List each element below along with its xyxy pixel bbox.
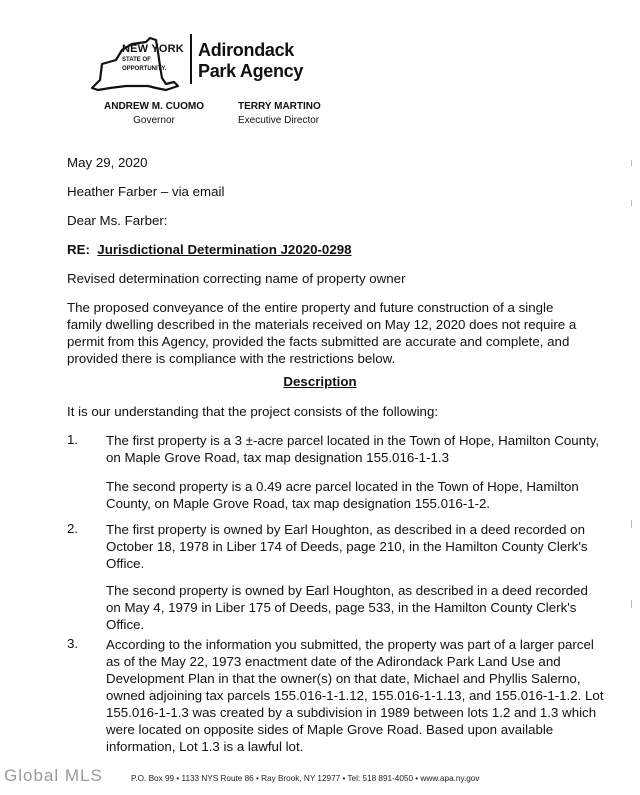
agency-name-line-1: Adirondack bbox=[198, 40, 295, 60]
item-2-second-owner: The second property is owned by Earl Houghton, as described in a deed recorded on May 4, 1979 in Liber 175 of Deeds, page 533, in the Hamilton County Clerk's Office. bbox=[106, 583, 588, 632]
ny-state-tagline-1: STATE OF bbox=[122, 57, 151, 63]
item-1-second-property: The second property is a 0.49 acre parcel located in the Town of Hope, Hamilton County, on Maple Grove Road, tax map designation 155.016-1-2. bbox=[106, 479, 579, 511]
global-mls-watermark: Global MLS bbox=[4, 766, 103, 785]
item-1-number: 1. bbox=[67, 432, 79, 447]
letter-date: May 29, 2020 bbox=[67, 155, 148, 170]
subject-line bbox=[67, 241, 352, 258]
subject-title: Jurisdictional Determination J2020-0298 bbox=[97, 242, 352, 257]
governor-name: ANDREW M. CUOMO bbox=[104, 101, 204, 112]
item-1-first-property: The first property is a 3 ±-acre parcel located in the Town of Hope, Hamilton County, on Maple Grove Road, tax map designation 155.016-1-1.3 bbox=[106, 433, 600, 465]
governor-block bbox=[94, 100, 214, 127]
letter-salutation: Dear Ms. Farber: bbox=[67, 213, 168, 228]
governor-title: Governor bbox=[133, 114, 175, 126]
intro-paragraph: The proposed conveyance of the entire property and future construction of a single family dwelling described in the materials received on May 12, 2020 does not require a permit from this Agency, provided the facts submitted are accurate and complete, and provided there is compliance with the restrictions below. bbox=[67, 300, 577, 366]
scan-mark bbox=[631, 200, 632, 206]
ny-state-wordmark bbox=[122, 44, 184, 72]
subject-label: RE: bbox=[67, 242, 90, 257]
logo-divider bbox=[190, 34, 192, 84]
scan-mark bbox=[631, 600, 632, 608]
understanding-statement: It is our understanding that the project consists of the following: bbox=[67, 404, 439, 419]
ny-state-tagline-2: OPPORTUNITY. bbox=[122, 65, 167, 72]
ny-state-name: NEW YORK bbox=[122, 43, 184, 55]
letter-recipient: Heather Farber – via email bbox=[67, 184, 225, 199]
director-title: Executive Director bbox=[238, 114, 320, 126]
item-3-number: 3. bbox=[67, 636, 79, 651]
item-2-first-owner: The first property is owned by Earl Houghton, as described in a deed recorded on October 18, 1978 in Liber 174 of Deeds, page 210, in the Hamilton County Clerk's Office. bbox=[106, 522, 588, 571]
agency-name bbox=[198, 40, 303, 81]
revision-note: Revised determination correcting name of property owner bbox=[67, 271, 406, 286]
director-name: TERRY MARTINO bbox=[238, 101, 321, 112]
description-heading: Description bbox=[283, 374, 357, 389]
agency-name-line-2: Park Agency bbox=[198, 60, 304, 81]
director-block bbox=[238, 100, 338, 127]
scan-mark bbox=[631, 520, 632, 528]
item-2-number: 2. bbox=[67, 521, 79, 536]
item-3-larger-parcel: According to the information you submitted, the property was part of a larger parcel as of the May 22, 1973 enactment date of the Adirondack Park Land Use and Development Plan in that the owner(s) on that date, Michael and Phyllis Salerno, owned adjoining tax parcels 155.016-1-1.12, 155.016-1-1.13, and 155.016-1-1.2. Lot 155.016-1-1.3 was created by a subdivision in 1989 between lots 1.2 and 1.3 which were located on opposite sides of Maple Grove Road. Based upon available information, Lot 1.3 is a lawful lot. bbox=[106, 637, 604, 754]
scan-mark bbox=[631, 160, 632, 166]
agency-address-footer: P.O. Box 99 • 1133 NYS Route 86 • Ray Brook, NY 12977 • Tel: 518 891-4050 • www.apa.ny.gov bbox=[131, 774, 480, 783]
